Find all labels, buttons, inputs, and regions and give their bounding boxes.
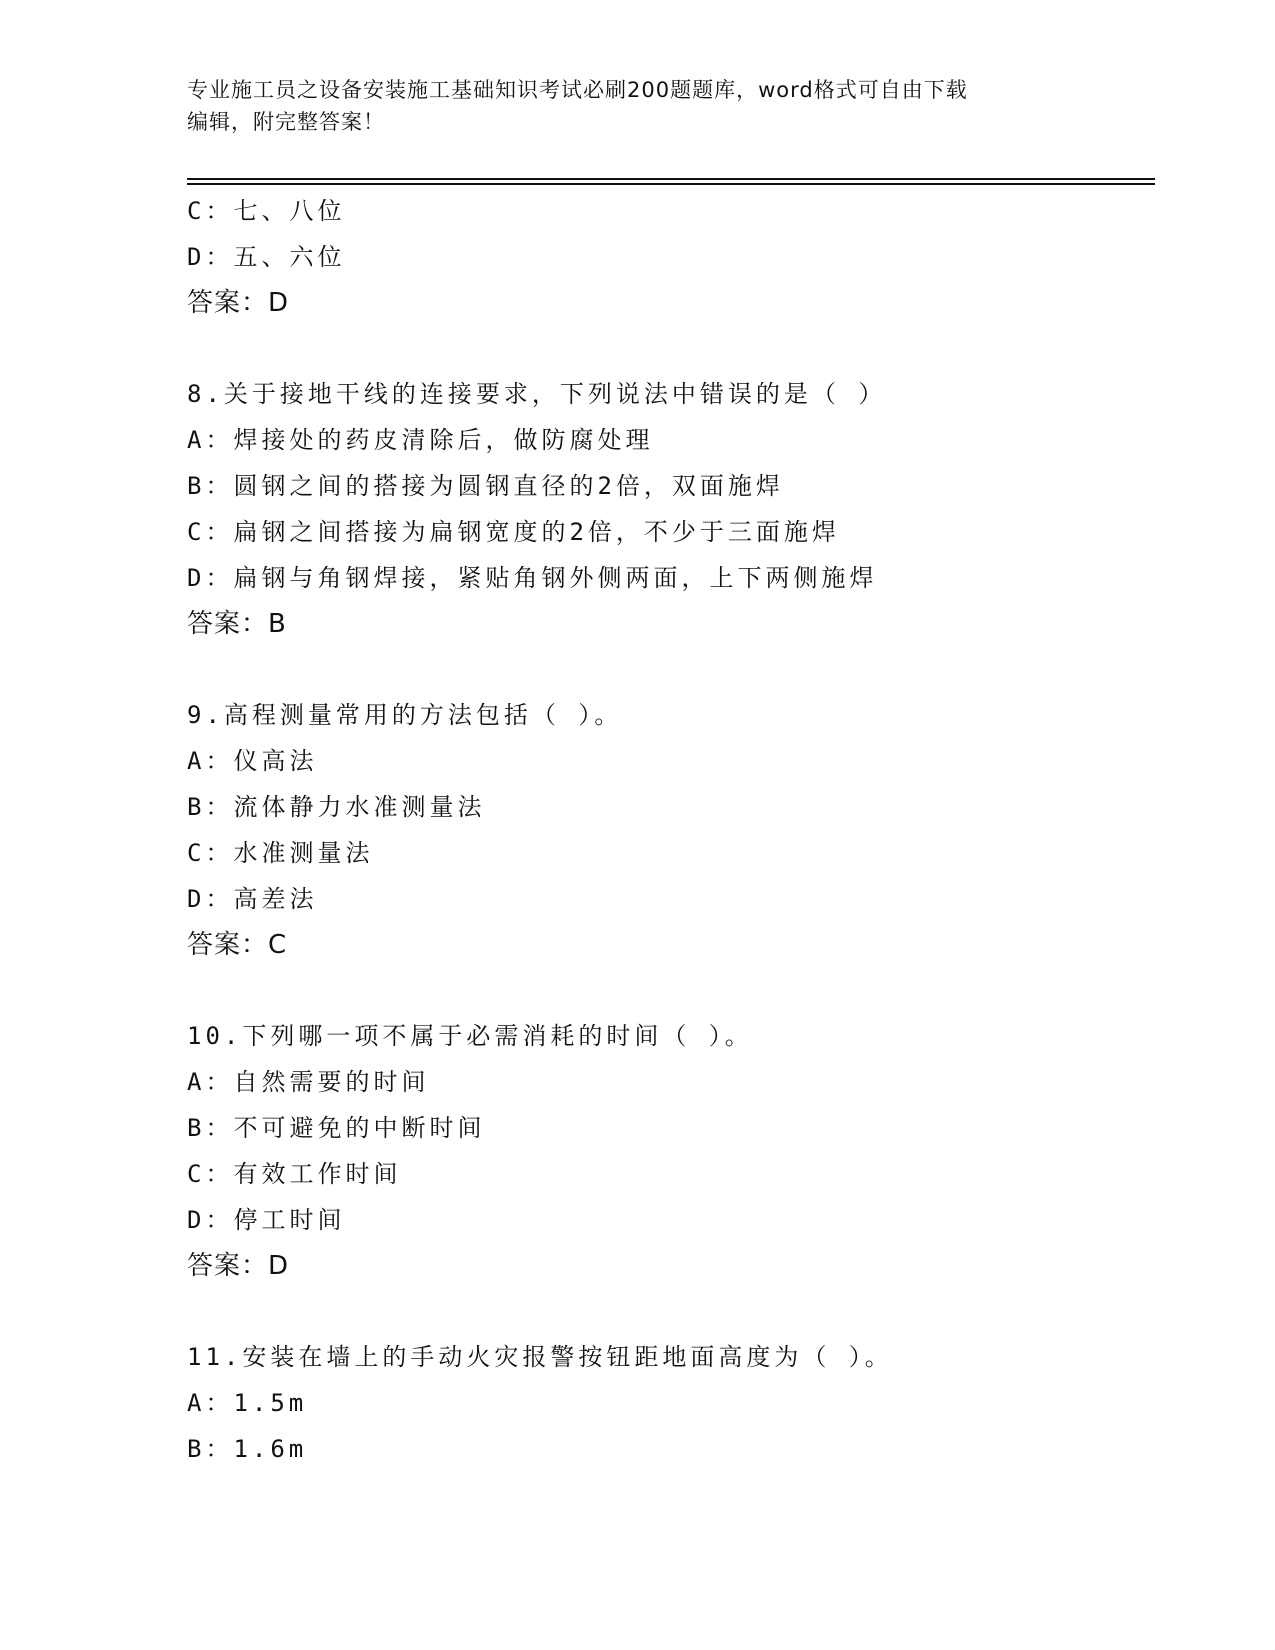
spacer [187, 968, 1155, 1013]
header-title-line-1: 专业施工员之设备安装施工基础知识考试必刷200题题库，word格式可自由下载 [187, 78, 968, 102]
header-divider-bottom [187, 183, 1155, 185]
answer-line: 答案：C [187, 930, 288, 960]
option-b: B：流体静力水准测量法 [187, 793, 486, 821]
spacer [187, 326, 1155, 371]
option-d: D：停工时间 [187, 1206, 346, 1234]
question-text: 9.高程测量常用的方法包括（ ）。 [187, 701, 623, 729]
option-b: B：圆钢之间的搭接为圆钢直径的2倍，双面施焊 [187, 472, 784, 500]
option-c: C：有效工作时间 [187, 1160, 402, 1188]
question-list [187, 188, 1155, 1472]
question-block-10 [187, 1013, 1155, 1289]
question-block-8 [187, 371, 1155, 647]
question-block-7 [187, 188, 1155, 326]
answer-line: 答案：D [187, 288, 290, 318]
question-text: 10.下列哪一项不属于必需消耗的时间（ ）。 [187, 1022, 753, 1050]
option-c: C：七、八位 [187, 197, 346, 225]
option-c: C：水准测量法 [187, 839, 374, 867]
spacer [187, 647, 1155, 692]
question-block-11 [187, 1334, 1155, 1472]
option-d: D：高差法 [187, 885, 318, 913]
option-c: C：扁钢之间搭接为扁钢宽度的2倍，不少于三面施焊 [187, 518, 840, 546]
option-b: B：不可避免的中断时间 [187, 1114, 486, 1142]
option-d: D：五、六位 [187, 243, 346, 271]
option-b: B：1.6m [187, 1435, 308, 1463]
answer-line: 答案：D [187, 1251, 290, 1281]
option-a: A：自然需要的时间 [187, 1068, 430, 1096]
document-header [187, 74, 1087, 138]
question-block-9 [187, 692, 1155, 968]
option-a: A：仪高法 [187, 747, 318, 775]
option-d: D：扁钢与角钢焊接，紧贴角钢外侧两面，上下两侧施焊 [187, 564, 878, 592]
spacer [187, 1289, 1155, 1334]
question-text: 11.安装在墙上的手动火灾报警按钮距地面高度为（ ）。 [187, 1343, 893, 1371]
question-text: 8.关于接地干线的连接要求，下列说法中错误的是（ ） [187, 380, 887, 408]
header-title-line-2: 编辑，附完整答案！ [187, 110, 385, 134]
option-a: A：焊接处的药皮清除后，做防腐处理 [187, 426, 654, 454]
answer-line: 答案：B [187, 609, 287, 639]
header-divider-top [187, 178, 1155, 180]
option-a: A：1.5m [187, 1389, 308, 1417]
